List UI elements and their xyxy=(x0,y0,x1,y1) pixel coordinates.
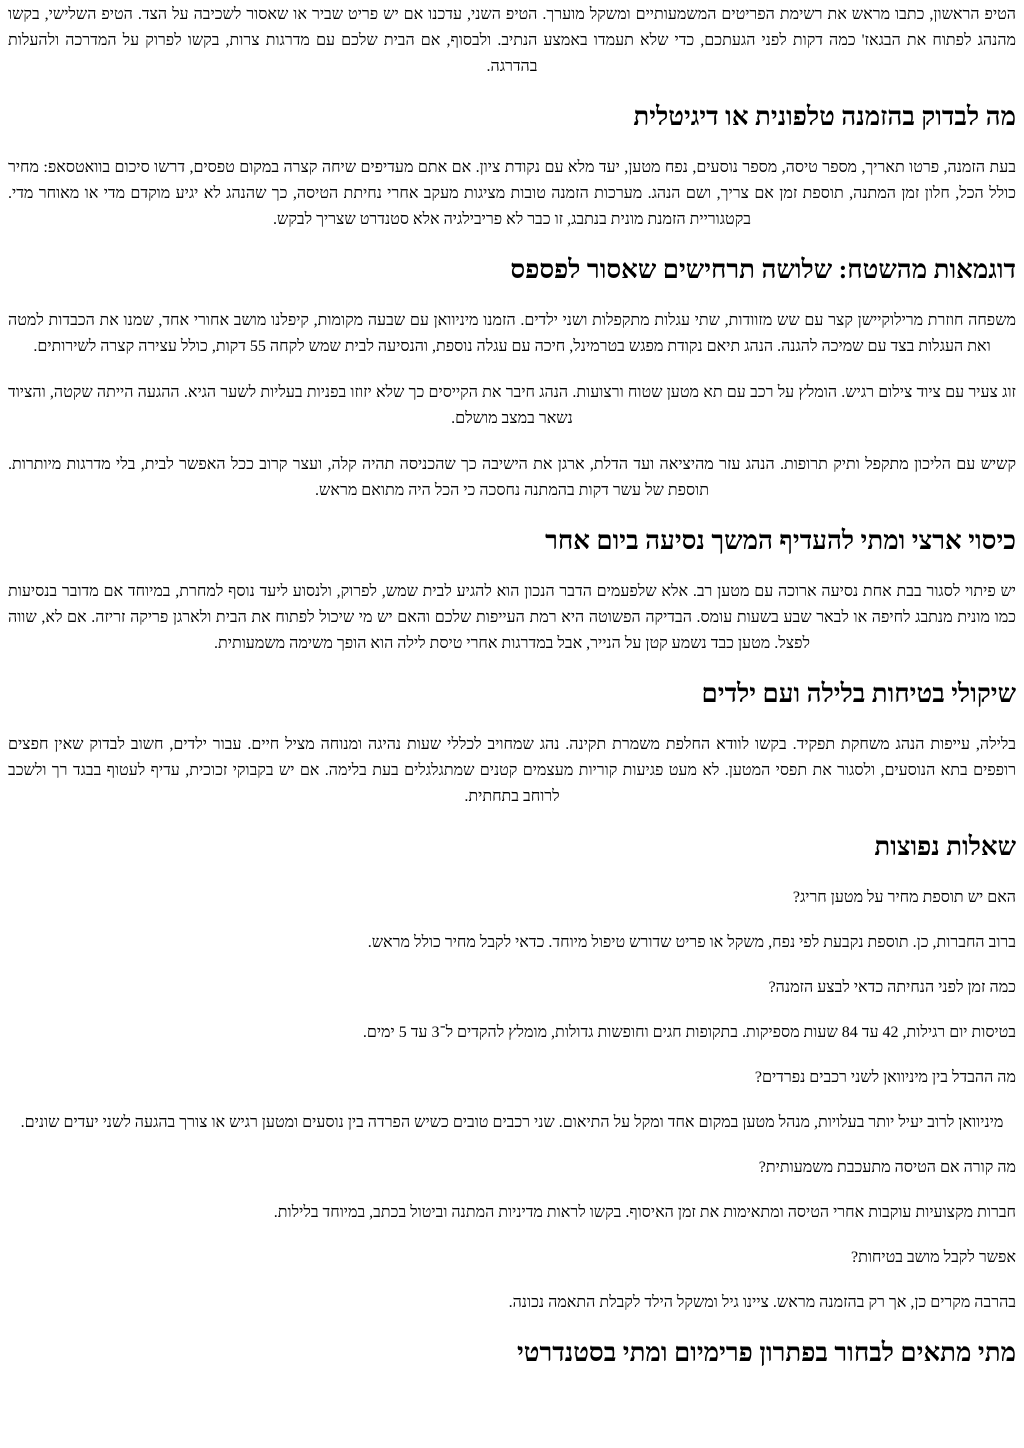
faq-question: מה ההבדל בין מיניוואן לשני רכבים נפרדים? xyxy=(754,1069,1016,1086)
faq-question: אפשר לקבל מושב בטיחות? xyxy=(850,1249,1016,1266)
section-heading-field-examples: דוגמאות מהשטח: שלושה תרחישים שאסור לפספס xyxy=(510,255,1016,284)
section-heading-national-coverage: כיסוי ארצי ומתי להעדיף המשך נסיעה ביום אחר xyxy=(545,526,1016,555)
body-paragraph-example-family: משפחה חוזרת מרילוקיישן קצר עם שש מזוודות, שתי עגלות מתקפלות ושני ילדים. הזמנו מיניוואן עם שבעה מקומות, קיפלנו מושב אחורי אחד, שמנו את הכבדות למטה ואת העגלות בצד עם שמיכה להגנה. הנהג תיאם נקודת מפגש בטרמינל, חיכה עם עגלה נוספת, והנסיעה לבית שמש לקחה 55 דקות, כולל עצירה קצרה לשירותים. xyxy=(8,312,1016,355)
intro-continued-paragraph: הטיפ הראשון, כתבו מראש את רשימת הפריטים המשמעותיים ומשקל מוערך. הטיפ השני, עדכנו אם יש פריט שביר או שאסור לשכיבה על הצד. הטיפ השלישי, בקשו מהנהג לפתוח את הבגאז' כמה דקות לפני הגעתכם, כדי שלא תעמדו באמצע הנתיב. ולבסוף, אם הבית שלכם עם מדרגות צרות, בקשו לפרוק על המדרכה ולהעלות בהדרגה. xyxy=(8,6,1016,75)
faq-list xyxy=(8,885,1016,1316)
faq-answer: בטיסות יום רגילות, 42 עד 84 שעות מספיקות. בתקופות חגים וחופשות גדולות, מומלץ להקדים ל־3 עד 5 ימים. xyxy=(362,1024,1016,1041)
body-paragraph-example-couple: זוג צעיר עם ציוד צילום רגיש. הומלץ על רכב עם תא מטען שטוח ורצועות. הנהג חיבר את הקייסים כך שלא יזוזו בפניות בעליות לשער הגיא. ההגעה הייתה שקטה, והציוד נשאר במצב מושלם. xyxy=(8,384,1016,427)
faq-answer: מיניוואן לרוב יעיל יותר בעלויות, מנהל מטען במקום אחד ומקל על התיאום. שני רכבים טובים כשיש הפרדה בין נוסעים ומטען רגיש או צורך בהגעה לשני יעדים שונים. xyxy=(20,1114,1004,1131)
section-heading-premium-vs-standard: מתי מתאים לבחור בפתרון פרימיום ומתי בסטנדרטי xyxy=(516,1338,1016,1367)
section-heading-night-safety: שיקולי בטיחות בלילה ועם ילדים xyxy=(701,679,1016,708)
section-heading-faq: שאלות נפוצות xyxy=(874,832,1016,861)
faq-question: האם יש תוספת מחיר על מטען חריג? xyxy=(792,889,1016,906)
faq-question: כמה זמן לפני הנחיתה כדאי לבצע הזמנה? xyxy=(768,979,1016,996)
faq-answer: חברות מקצועיות עוקבות אחרי הטיסה ומתאימות את זמן האיסוף. בקשו לראות מדיניות המתנה וביטול בכתב, במיוחד בלילות. xyxy=(273,1204,1016,1221)
faq-question: מה קורה אם הטיסה מתעכבת משמעותית? xyxy=(758,1159,1016,1176)
body-paragraph-example-senior: קשיש עם הליכון מתקפל ותיק תרופות. הנהג עזר מהיציאה ועד הדלת, ארגן את הישיבה כך שהכניסה תהיה קלה, ועצר קרוב ככל האפשר לבית, בלי מדרגות מיותרות. תוספת של עשר דקות בהמתנה נחסכה כי הכל היה מתואם מראש. xyxy=(8,456,1016,499)
faq-answer: ברוב החברות, כן. תוספת נקבעת לפי נפח, משקל או פריט שדורש טיפול מיוחד. כדאי לקבל מחיר כולל מראש. xyxy=(367,934,1016,951)
body-paragraph-booking-check: בעת הזמנה, פרטו תאריך, מספר טיסה, מספר נוסעים, נפח מטען, יעד מלא עם נקודת ציון. אם אתם מעדיפים שיחה קצרה במקום טפסים, דרשו סיכום בוואטסאפ: מחיר כולל הכל, חלון זמן המתנה, תוספת זמן אם צריך, ושם הנהג. מערכות הזמנה טובות מציגות מעקב אחרי נחיתת הטיסה, כך שהנהג לא יגיע מוקדם מדי או מאוחר מדי. בקטגוריית הזמנת מונית בנתבג, זו כבר לא פריבילגיה אלא סטנדרט שצריך לבקש. xyxy=(8,159,1016,228)
section-heading-booking-check: מה לבדוק בהזמנה טלפונית או דיגיטלית xyxy=(633,102,1016,131)
faq-answer: בהרבה מקרים כן, אך רק בהזמנה מראש. ציינו גיל ומשקל הילד לקבלת התאמה נכונה. xyxy=(508,1294,1016,1311)
body-paragraph-night-safety: בלילה, עייפות הנהג משחקת תפקיד. בקשו לוודא החלפת משמרת תקינה. נהג שמחויב לכללי שעות נהיגה ומנוחה מציל חיים. עבור ילדים, חשוב לבדוק שאין חפצים רופפים בתא הנוסעים, ולסגור את תפסי המטען. לא מעט פגיעות קוריות מעצמים קטנים שמתגלגלים בעת בלימה. אם יש בקבוקי זכוכית, עדיף לעטוף בבגד רך ולשכב לרוחב בתחתית. xyxy=(8,736,1016,805)
body-paragraph-national-coverage: יש פיתוי לסגור בבת אחת נסיעה ארוכה עם מטען רב. אלא שלפעמים הדבר הנכון הוא להגיע לבית שמש, לפרוק, ולנסוע ליעד נוסף למחרת, במיוחד אם מדובר בנסיעות כמו מונית מנתבג לחיפה או לבאר שבע בשעות עומס. הבדיקה הפשוטה היא רמת העייפות שלכם והאם יש מי שיכול לפתוח את הבית ולארגן פריקה זריזה. אם לא, שווה לפצל. מטען כבד נשמע קטן על הנייר, אבל במדרגות אחרי טיסת לילה הוא הופך משימה משמעותית. xyxy=(8,583,1016,652)
